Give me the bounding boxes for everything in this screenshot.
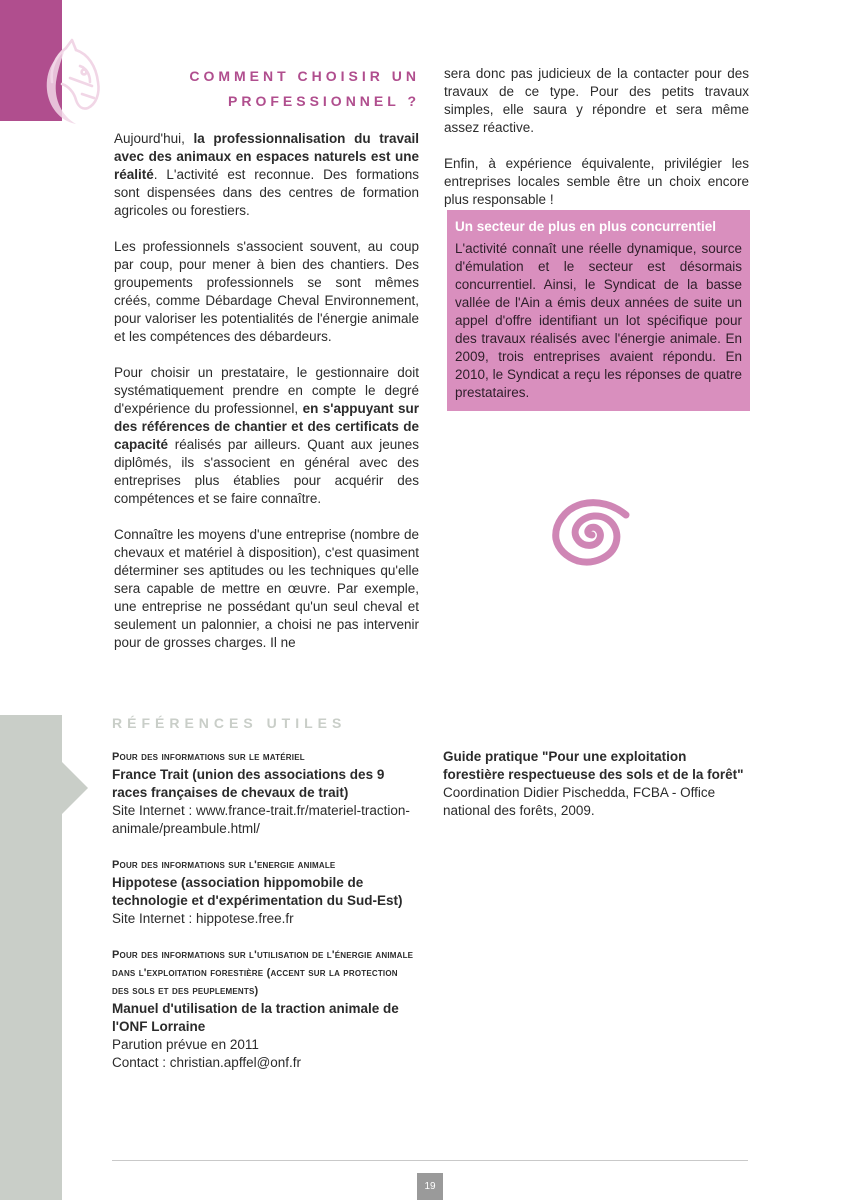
- text-span: Aujourd'hui,: [114, 131, 194, 146]
- text-span: réalisés par ailleurs. Quant aux jeunes diplômés, ils s'associent en général avec des entreprises plus établies pour acquérir des compétences et se faire connaître.: [114, 437, 419, 506]
- paragraph-choisir-prestataire: [114, 364, 419, 508]
- reference-website[interactable]: Site Internet : hippotese.free.fr: [112, 911, 294, 926]
- reference-kicker: Pour des informations sur l'energie animale: [112, 859, 336, 871]
- reference-item: [112, 856, 415, 928]
- side-arrow: [62, 762, 88, 814]
- paragraph-continuation: sera donc pas judicieux de la contacter pour des travaux de ce type. Pour des petits travaux simples, elle saura y répondre et sera même assez réactive.: [444, 66, 749, 135]
- reference-credits: Coordination Didier Pischedda, FCBA - Office national des forêts, 2009.: [443, 785, 716, 818]
- section-title-line-2: PROFESSIONNEL ?: [228, 93, 420, 109]
- reference-website[interactable]: Site Internet : www.france-trait.fr/materiel-traction-animale/preambule.html/: [112, 803, 410, 836]
- right-column: [444, 65, 749, 227]
- paragraph-entreprises-locales: Enfin, à expérience équivalente, privilégier les entreprises locales semble être un choix encore plus responsable !: [444, 156, 749, 207]
- reference-name: Guide pratique "Pour une exploitation forestière respectueuse des sols et de la forêt": [443, 749, 744, 782]
- reference-publication-note: Parution prévue en 2011: [112, 1037, 259, 1052]
- references-right: [443, 748, 748, 838]
- footer-divider: [112, 1160, 748, 1161]
- references-left: [112, 748, 415, 1090]
- reference-name: Manuel d'utilisation de la traction animale de l'ONF Lorraine: [112, 1001, 399, 1034]
- text-span: . L'activité est reconnue. Des formations sont dispensées dans des centres de formation agricoles ou forestiers.: [114, 167, 419, 218]
- reference-contact[interactable]: Contact : christian.apffel@onf.fr: [112, 1055, 302, 1070]
- side-band: [0, 715, 62, 1200]
- bold-span: la professionnalisation du travail avec des animaux en espaces naturels est une réalité: [114, 131, 419, 182]
- horse-head-icon: [36, 38, 110, 124]
- reference-item: [112, 748, 415, 838]
- page-number: 19: [417, 1173, 443, 1200]
- section-title-line-1: COMMENT CHOISIR UN: [189, 68, 420, 84]
- references-title: RÉFÉRENCES UTILES: [112, 715, 347, 731]
- spiral-icon: [548, 495, 638, 570]
- reference-name: Hippotese (association hippomobile de technologie et d'expérimentation du Sud-Est): [112, 875, 403, 908]
- reference-kicker: Pour des informations sur le matériel: [112, 751, 305, 763]
- reference-item: [443, 748, 748, 820]
- text-span: Pour choisir un prestataire, le gestionnaire doit systématiquement prendre en compte le degré d'expérience du professionnel,: [114, 365, 419, 416]
- bold-span: en s'appuyant sur des références de chantier et des certificats de capacité: [114, 401, 419, 452]
- paragraph-professionalisation: [114, 130, 419, 220]
- sidebar-box-text: L'activité connaît une réelle dynamique, source d'émulation et le secteur est désormais concurrentiel. Ainsi, le Syndicat de la basse vallée de l'Ain a émis deux années de suite un appel d'offre identifiant un lot spécifique pour des travaux réalisés avec l'énergie animale. En 2009, trois entreprises avaient répondu. En 2010, le Syndicat a reçu les réponses de quatre prestataires.: [455, 241, 742, 400]
- section-title: [180, 64, 420, 114]
- left-column: [114, 130, 419, 670]
- reference-name: France Trait (union des associations des 9 races françaises de chevaux de trait): [112, 767, 385, 800]
- paragraph-groupements: Les professionnels s'associent souvent, au coup par coup, pour mener à bien des chantiers. Des groupements professionnels se sont mêmes créés, comme Débardage Cheval Environnement, pour valoriser les potentialités de l'énergie animale et les compétences des débardeurs.: [114, 239, 419, 344]
- paragraph-moyens-entreprise: Connaître les moyens d'une entreprise (nombre de chevaux et matériel à disposition), c'est quasiment déterminer ses aptitudes ou les techniques qu'elle sera capable de mettre en œuvre. Par exemple, une entreprise ne possédant qu'un seul cheval et seulement un palonnier, a choisi ne pas intervenir pour de grosses charges. Il ne: [114, 527, 419, 650]
- sidebar-box: [447, 210, 750, 411]
- reference-kicker: Pour des informations sur l'utilisation de l'énergie animale dans l'exploitation forestière (accent sur la protection des sols et des peuplements): [112, 949, 414, 997]
- reference-item: [112, 946, 415, 1072]
- sidebar-box-title: Un secteur de plus en plus concurrentiel: [455, 219, 717, 234]
